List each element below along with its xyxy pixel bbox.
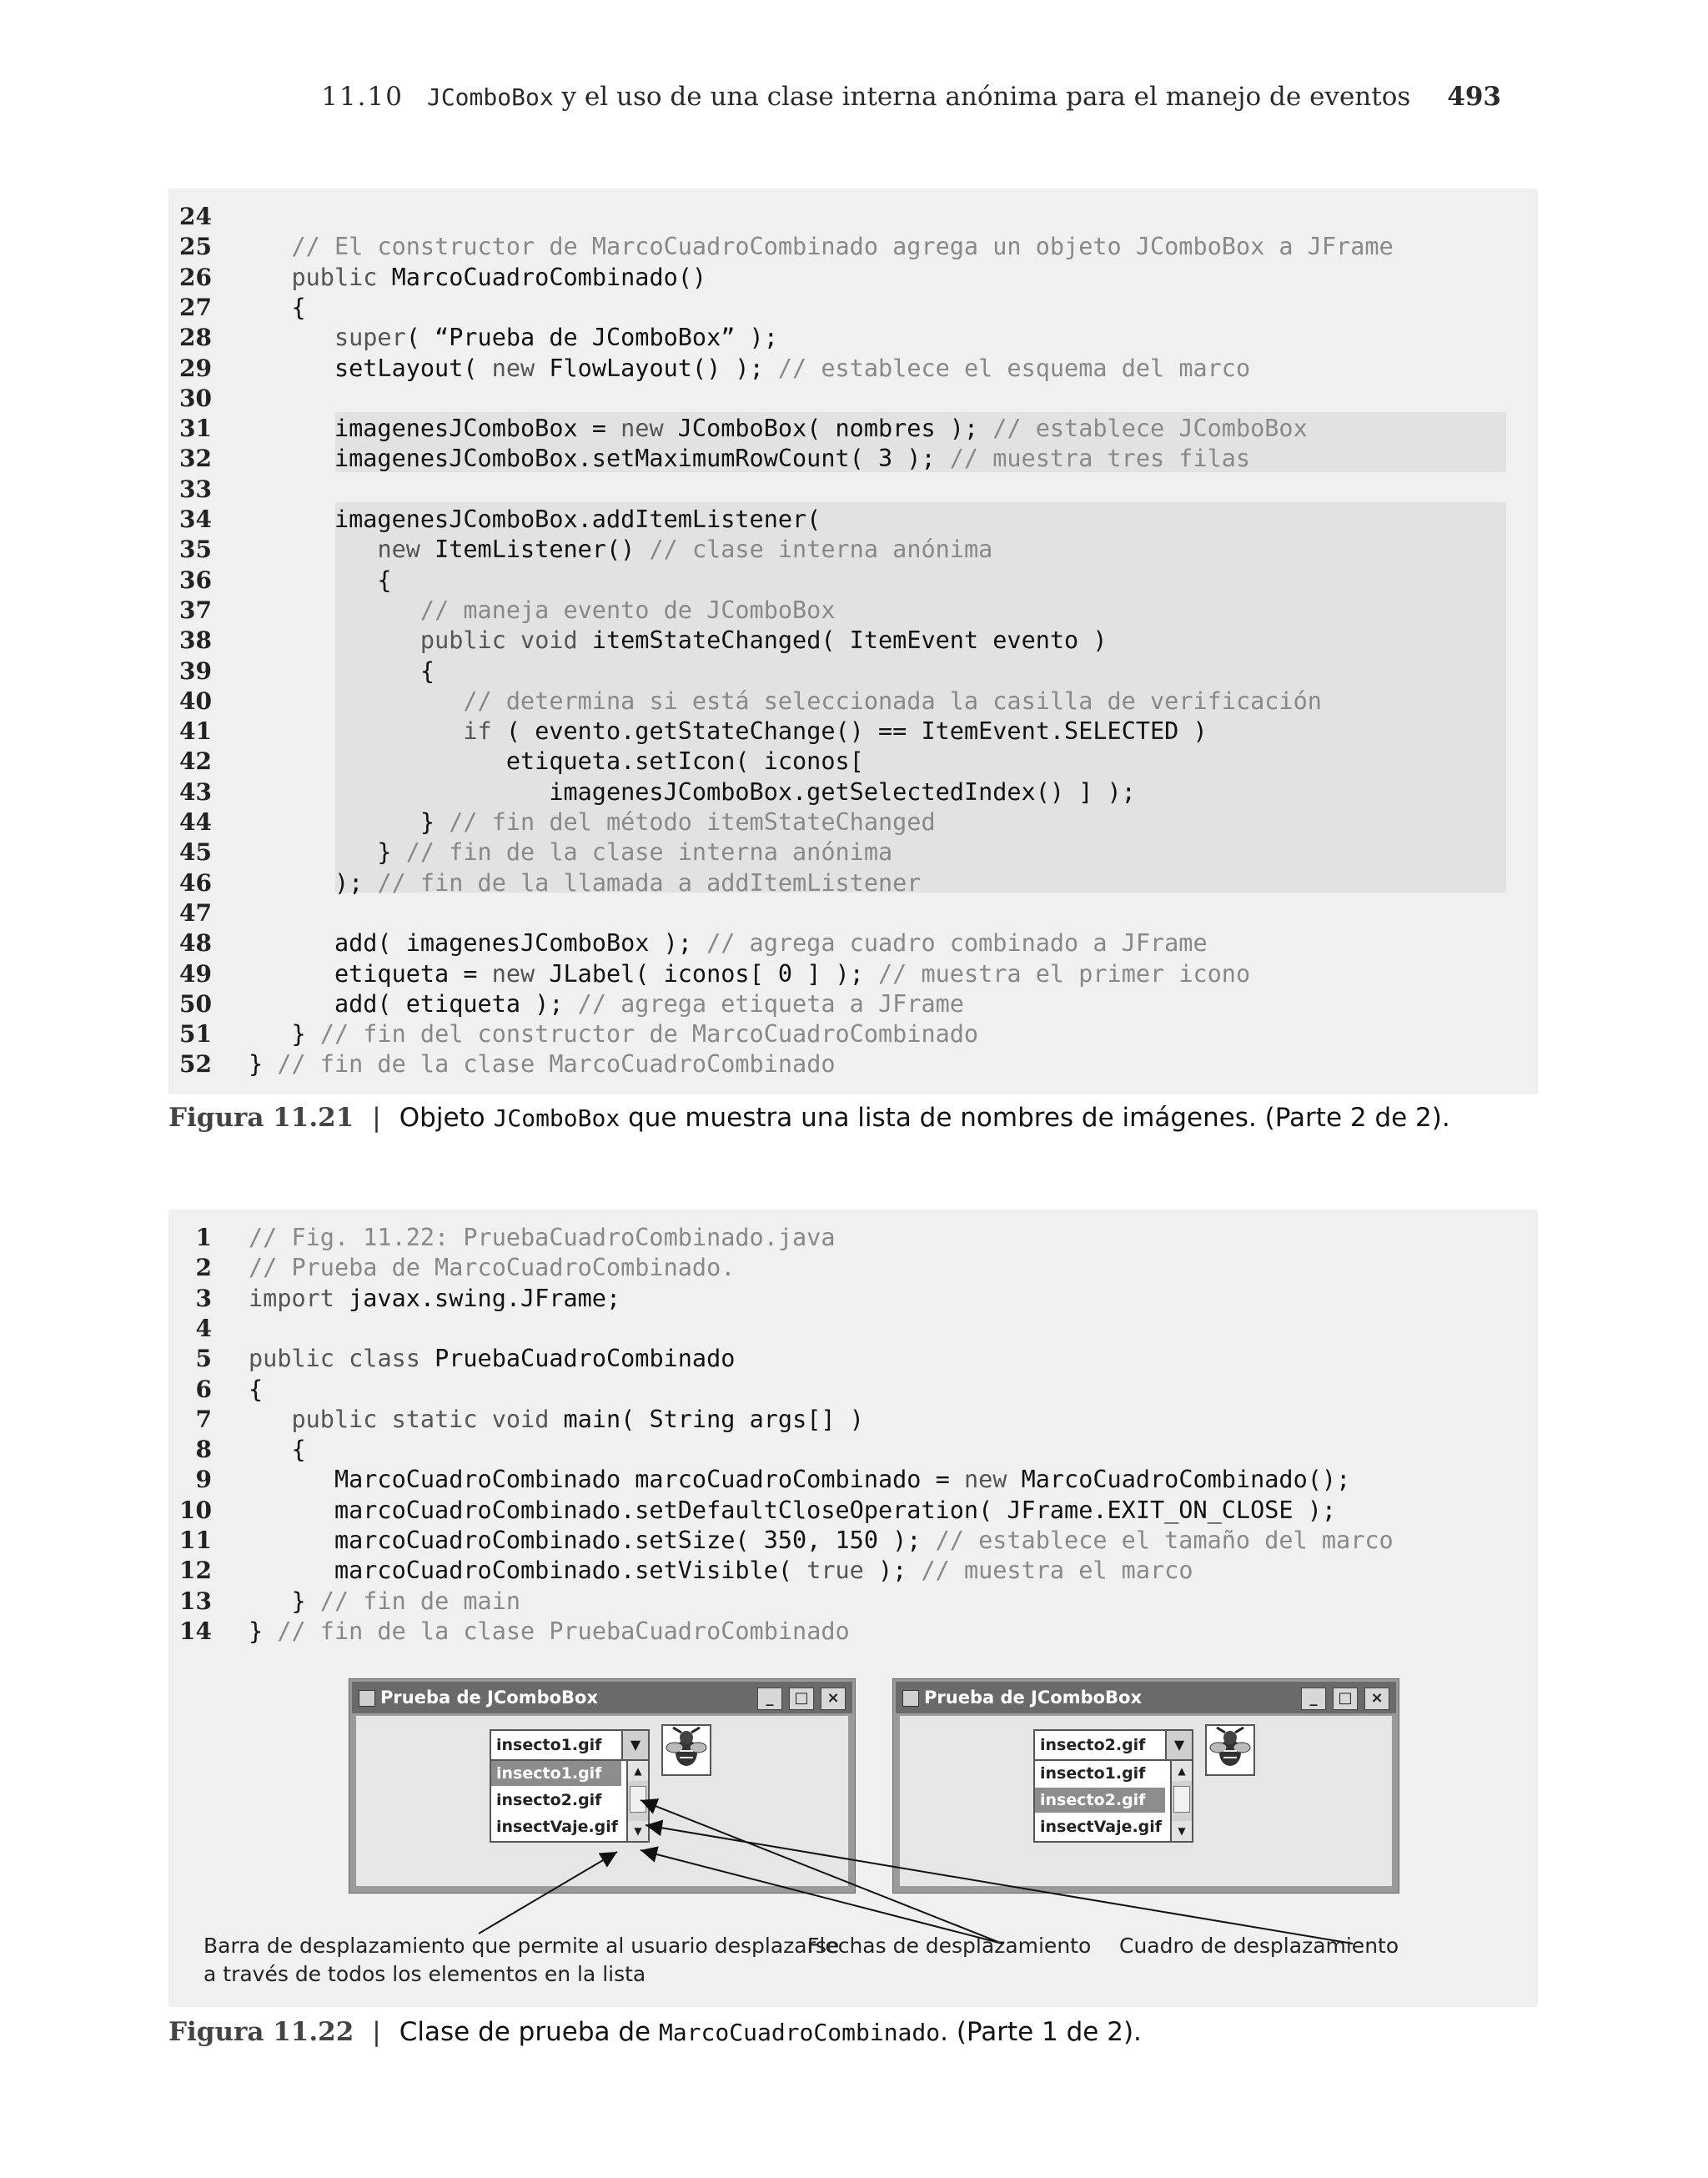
line-number: 36 <box>179 566 212 594</box>
line-number: 10 <box>179 1496 212 1524</box>
arrow-to-down-arrow <box>640 1850 1002 1944</box>
list-item[interactable]: insecto2.gif <box>1035 1788 1165 1813</box>
maximize-icon[interactable]: □ <box>789 1688 814 1710</box>
code-text: add( etiqueta ); // agrega etiqueta a JFrame <box>249 989 964 1018</box>
code-text: { <box>249 293 306 321</box>
line-number: 29 <box>179 354 212 382</box>
caption-code: MarcoCuadroCombinado <box>658 2019 941 2046</box>
code-listing-part2 <box>168 189 1538 1094</box>
caption-text-pre: Clase de prueba de <box>399 2017 651 2047</box>
scroll-down-arrow-icon[interactable]: ▼ <box>1172 1821 1192 1841</box>
chevron-down-icon[interactable]: ▼ <box>621 1731 648 1759</box>
line-number: 49 <box>179 959 212 988</box>
page-number: 493 <box>1447 82 1501 112</box>
code-text: imagenesJComboBox.getSelectedIndex() ] ); <box>249 777 1136 806</box>
list-item[interactable]: insecto2.gif <box>496 1791 602 1809</box>
line-number: 51 <box>179 1020 212 1049</box>
code-text: // Fig. 11.22: PruebaCuadroCombinado.java <box>249 1224 836 1251</box>
line-number: 35 <box>179 536 212 564</box>
line-number: 44 <box>179 808 212 836</box>
minimize-icon[interactable]: _ <box>757 1688 782 1710</box>
line-number: 5 <box>195 1345 212 1373</box>
arrow-to-thumb <box>646 1825 1353 1944</box>
line-number: 26 <box>179 263 212 291</box>
annotation-scrollbar-line2: a través de todos los elementos en la lista <box>203 1962 646 1986</box>
code-text: public static void main( String args[] ) <box>291 1405 864 1433</box>
line-number: 3 <box>195 1284 212 1312</box>
line-number: 46 <box>179 868 212 897</box>
line-number: 34 <box>179 506 212 533</box>
line-number: 14 <box>179 1617 212 1645</box>
code-text: marcoCuadroCombinado.setDefaultCloseOperation( JFrame.EXIT_ON_CLOSE ); <box>249 1496 1337 1524</box>
code-text: public MarcoCuadroCombinado() <box>291 263 707 291</box>
line-number: 1 <box>195 1224 212 1251</box>
line-number: 31 <box>179 415 212 443</box>
minimize-icon[interactable]: _ <box>1301 1688 1326 1710</box>
section-number: 11.10 <box>321 82 404 112</box>
line-number: 27 <box>179 293 212 321</box>
arrow-to-scrollbar <box>479 1852 617 1934</box>
code-text: public class PruebaCuadroCombinado <box>249 1345 736 1373</box>
line-number: 4 <box>195 1314 212 1342</box>
combo-value: insecto2.gif <box>1040 1736 1146 1754</box>
window-title: Prueba de JComboBox <box>380 1688 599 1708</box>
caption-separator: | <box>372 1103 381 1133</box>
close-icon[interactable]: × <box>1364 1688 1389 1710</box>
combo-value: insecto1.gif <box>496 1736 602 1754</box>
line-number: 48 <box>179 929 212 958</box>
code-text: MarcoCuadroCombinado marcoCuadroCombinado = new MarcoCuadroCombinado(); <box>249 1466 1351 1494</box>
code-text: // determina si está seleccionada la casilla de verificación <box>463 687 1322 715</box>
line-number: 12 <box>179 1557 212 1585</box>
figure-caption-11-21 <box>168 1103 1450 1133</box>
line-number: 42 <box>179 747 212 776</box>
list-item[interactable]: insectVaje.gif <box>1040 1818 1163 1836</box>
list-item[interactable]: insectVaje.gif <box>496 1818 619 1836</box>
caption-separator: | <box>372 2017 381 2047</box>
line-number: 30 <box>179 384 212 412</box>
code-text: etiqueta.setIcon( iconos[ <box>249 747 864 776</box>
code-text: { <box>249 1436 306 1464</box>
code-text: } // fin de la clase MarcoCuadroCombinado <box>249 1050 836 1079</box>
code-text: // Prueba de MarcoCuadroCombinado. <box>249 1254 736 1282</box>
header-code: JComboBox <box>426 83 554 111</box>
line-number: 8 <box>195 1436 212 1464</box>
line-number: 7 <box>195 1405 212 1433</box>
line-number: 11 <box>179 1527 212 1554</box>
line-number: 24 <box>179 203 212 230</box>
caption-text-post: . (Parte 1 de 2). <box>940 2017 1142 2047</box>
annotation-box-label: Cuadro de desplazamiento <box>1119 1934 1399 1958</box>
figure-caption-11-22 <box>168 2017 1142 2047</box>
code-text: marcoCuadroCombinado.setVisible( true ); // muestra el marco <box>249 1557 1193 1585</box>
annotation-arrows <box>168 1210 1538 2007</box>
code-text: imagenesJComboBox.setMaximumRowCount( 3 ); // muestra tres filas <box>249 445 1251 473</box>
code-text: if ( evento.getStateChange() == ItemEvent.SELECTED ) <box>463 717 1208 746</box>
line-number: 28 <box>179 324 212 352</box>
code-text: add( imagenesJComboBox ); // agrega cuadro combinado a JFrame <box>249 929 1208 958</box>
line-number: 40 <box>179 687 212 715</box>
maximize-icon[interactable]: □ <box>1333 1688 1358 1710</box>
code-text: } // fin de la clase interna anónima <box>249 838 893 867</box>
line-number: 33 <box>179 475 212 503</box>
list-item[interactable]: insecto1.gif <box>491 1761 621 1786</box>
caption-text-pre: Objeto <box>399 1103 485 1133</box>
line-number: 39 <box>179 656 212 685</box>
code-text: } // fin del método itemStateChanged <box>249 808 936 836</box>
line-number: 47 <box>179 898 212 927</box>
code-text: } // fin de main <box>249 1587 521 1615</box>
line-number: 52 <box>179 1050 212 1079</box>
line-number: 50 <box>179 989 212 1018</box>
line-number: 9 <box>195 1466 212 1494</box>
header-title: y el uso de una clase interna anónima para el manejo de eventos <box>561 82 1411 112</box>
line-number: 2 <box>195 1254 212 1282</box>
code-text: new ItemListener() // clase interna anónima <box>377 536 993 564</box>
code-listing-prueba <box>168 1210 1538 2007</box>
annotation-scrollbar-line1: Barra de desplazamiento que permite al usuario desplazarse <box>203 1934 840 1958</box>
window-title: Prueba de JComboBox <box>924 1688 1143 1708</box>
code-text: // El constructor de MarcoCuadroCombinado agrega un objeto JComboBox a JFrame <box>291 233 1394 261</box>
scroll-up-arrow-icon[interactable]: ▲ <box>628 1761 648 1781</box>
list-item[interactable]: insecto1.gif <box>1040 1764 1146 1783</box>
running-header <box>0 82 1501 112</box>
close-icon[interactable]: × <box>821 1688 846 1710</box>
code-text: ); // fin de la llamada a addItemListener <box>249 868 922 897</box>
figure-label: Figura 11.22 <box>168 2017 354 2047</box>
line-number: 45 <box>179 838 212 867</box>
code-text: public void itemStateChanged( ItemEvent evento ) <box>419 626 1108 655</box>
annotation-scrollbar <box>203 1932 839 1989</box>
code-text: } // fin de la clase PruebaCuadroCombinado <box>249 1617 850 1645</box>
code-text: } // fin del constructor de MarcoCuadroCombinado <box>249 1020 979 1049</box>
scroll-down-arrow-icon[interactable]: ▼ <box>628 1821 648 1841</box>
code-text: { <box>249 1375 264 1403</box>
line-number: 6 <box>195 1375 212 1403</box>
code-text: { <box>249 656 435 685</box>
scroll-up-arrow-icon[interactable]: ▲ <box>1172 1761 1192 1781</box>
caption-code: JComboBox <box>493 1104 620 1132</box>
code-text: // maneja evento de JComboBox <box>419 596 836 624</box>
line-number: 13 <box>179 1587 212 1615</box>
code-text: imagenesJComboBox.addItemListener( <box>249 506 821 533</box>
line-number: 43 <box>179 777 212 806</box>
code-text: marcoCuadroCombinado.setSize( 350, 150 ); // establece el tamaño del marco <box>249 1527 1394 1554</box>
code-text: setLayout( new FlowLayout() ); // establece el esquema del marco <box>249 354 1251 382</box>
line-number: 25 <box>179 233 212 261</box>
line-number: 41 <box>179 717 212 746</box>
line-number: 32 <box>179 445 212 473</box>
arrow-to-up-arrow <box>640 1800 1002 1944</box>
chevron-down-icon[interactable]: ▼ <box>1165 1731 1192 1759</box>
code-text: { <box>249 566 392 594</box>
figure-label: Figura 11.21 <box>168 1103 354 1133</box>
caption-text-post: que muestra una lista de nombres de imágenes. (Parte 2 de 2). <box>628 1103 1450 1133</box>
code-text: import javax.swing.JFrame; <box>249 1284 621 1312</box>
code-text: imagenesJComboBox = new JComboBox( nombres ); // establece JComboBox <box>249 415 1308 443</box>
annotation-arrows-label: Flechas de desplazamiento <box>807 1934 1092 1958</box>
code-text: etiqueta = new JLabel( iconos[ 0 ] ); // muestra el primer icono <box>249 959 1251 988</box>
line-number: 37 <box>179 596 212 624</box>
line-number: 38 <box>179 626 212 655</box>
code-text: super( “Prueba de JComboBox” ); <box>334 324 778 352</box>
